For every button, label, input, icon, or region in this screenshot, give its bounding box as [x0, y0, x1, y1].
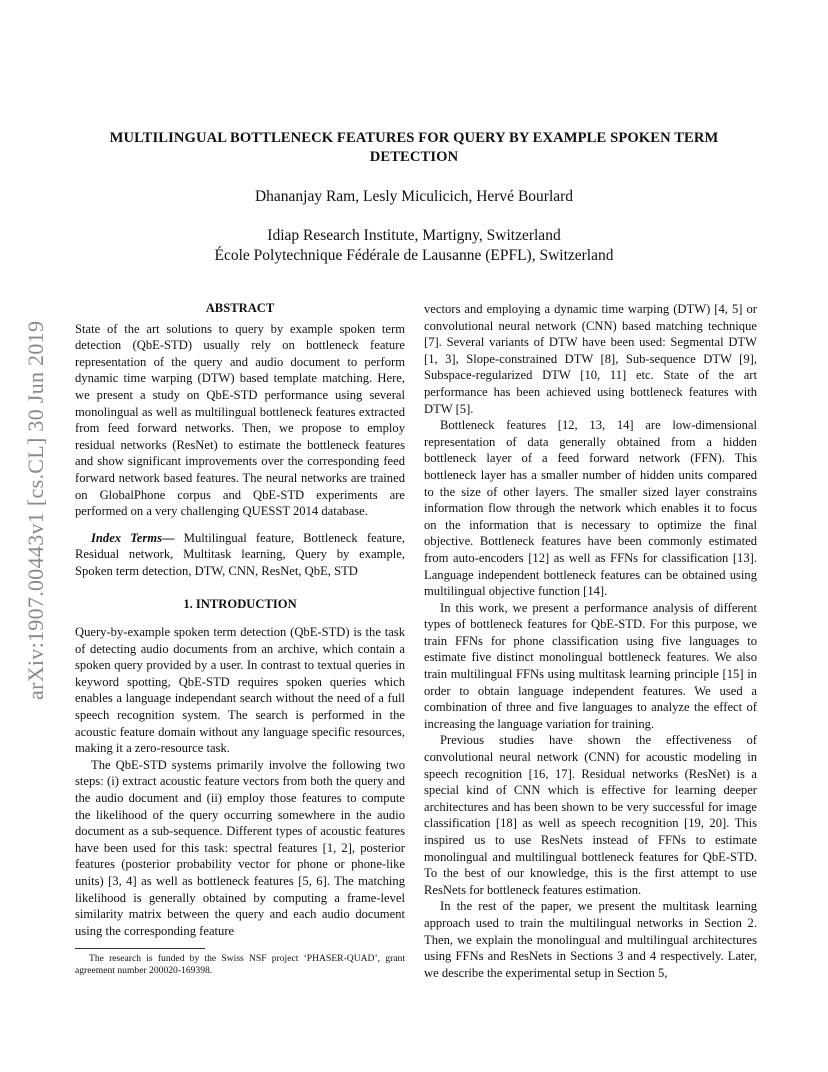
left-column [75, 300, 405, 939]
abstract-heading: ABSTRACT [205, 301, 275, 315]
affiliation-epfl: École Polytechnique Fédérale de Lausanne (EPFL), Switzerland [214, 247, 614, 264]
arxiv-identifier-stamp: arXiv:1907.00443v1 [cs.CL] 30 Jun 2019 [23, 320, 48, 700]
title-line-2: DETECTION [369, 149, 459, 165]
intro-paragraph-2: The QbE-STD systems primarily involve the following two steps: (i) extract acoustic feature vectors from both the query and the audio document and (ii) employ those features to compute the likelihood of the query occurring somewhere in the audio document as a sub-sequence. Different types of acoustic features have been used for this task: spectral features [1, 2], posterior features (posterior probability vector for phone or phone-like units) [3, 4] as well as bottleneck features [5, 6]. The matching likelihood is generally obtained by computing a frame-level similarity matrix between the query and each audio document using the corresponding feature [75, 757, 405, 938]
index-terms-label: Index Terms— [91, 530, 175, 545]
affiliations [60, 226, 768, 266]
title-line-1: MULTILINGUAL BOTTLENECK FEATURES FOR QUERY BY EXAMPLE SPOKEN TERM [109, 130, 719, 146]
right-paragraph-3: In this work, we present a performance analysis of different types of bottleneck features for QbE-STD. For this purpose, we train FFNs for phone classification using five languages to estimate five distinct monolingual bottleneck features. We also train multilingual FFNs using multitask learning principle [15] in order to obtain language independent features. We used a combination of three and five languages to analyze the effect of increasing the language variation for training. [424, 600, 757, 731]
right-paragraph-2: Bottleneck features [12, 13, 14] are low-dimensional representation of data generally obtained from a hidden bottleneck layer of a feed forward network (FFN). This bottleneck layer has a smaller number of hidden units compared to the size of other layers. The smaller sized layer constrains information flow through the network which enables it to focus on the information that is necessary to optimize the final objective. Bottleneck features have been commonly estimated from auto-encoders [12] as well as FFNs for classification [13]. Language independent bottleneck features can be obtained using multilingual objective function [14]. [424, 418, 757, 599]
abstract-text: State of the art solutions to query by example spoken term detection (QbE-STD) usually rely on bottleneck feature representation of the query and audio document to perform dynamic time warping (DTW) based template matching. Here, we present a study on QbE-STD performance using several monolingual as well as multilingual bottleneck features extracted from feed forward networks. Then, we propose to employ residual networks (ResNet) to estimate the bottleneck features and show significant improvements over the corresponding feed forward network based features. The neural networks are trained on GlobalPhone corpus and QbE-STD experiments are performed on a very challenging QUESST 2014 database. [75, 321, 405, 519]
affiliation-idiap: Idiap Research Institute, Martigny, Switzerland [267, 227, 561, 244]
right-column [424, 301, 757, 981]
index-terms [75, 530, 405, 580]
footnote-divider [75, 948, 205, 949]
right-paragraph-4: Previous studies have shown the effectiveness of convolutional neural network (CNN) for acoustic modeling in speech recognition [16, 17]. Residual networks (ResNet) is a special kind of CNN which is effective for learning deeper architectures and has been shown to be very successful for image classification [18] as well as speech recognition [19, 20]. This inspired us to use ResNets instead of FFNs to estimate monolingual and multilingual bottleneck features for QbE-STD. To the best of our knowledge, this is the first attempt to use ResNets for bottleneck features estimation. [424, 733, 757, 897]
paper-title [60, 129, 768, 167]
index-terms-text: Multilingual feature, Bottleneck feature, Residual network, Multitask learning, Query by example, Spoken term detection, DTW, CNN, ResNet, QbE, STD [75, 530, 405, 578]
introduction-heading: 1. INTRODUCTION [183, 596, 297, 611]
intro-paragraph-1: Query-by-example spoken term detection (QbE-STD) is the task of detecting audio documents from an archive, which contain a spoken query provided by a user. In contrast to textual queries in keyword spotting, QbE-STD requires spoken queries which enables a language independant search without the need of a full speech recognition system. The search is performed in the acoustic feature domain without any language specific resources, making it a zero-resource task. [75, 625, 405, 756]
right-paragraph-1: vectors and employing a dynamic time warping (DTW) [4, 5] or convolutional neural network (CNN) based matching technique [7]. Several variants of DTW have been used: Segmental DTW [1, 3], Slope-constrained DTW [8], Sub-sequence DTW [9], Subspace-regularized DTW [10, 11] etc. State of the art performance has been achieved using bottleneck features with DTW [5]. [424, 302, 757, 416]
right-paragraph-5: In the rest of the paper, we present the multitask learning approach used to train the multilingual networks in Section 2. Then, we explain the monolingual and multilingual architectures using FFNs and ResNets in Sections 3 and 4 respectively. Later, we describe the experimental setup in Section 5, [424, 899, 757, 980]
author-list: Dhananjay Ram, Lesly Miculicich, Hervé Bourlard [254, 188, 574, 205]
funding-footnote: The research is funded by the Swiss NSF project ‘PHASER-QUAD’, grant agreement number 200020-169398. [75, 953, 405, 976]
